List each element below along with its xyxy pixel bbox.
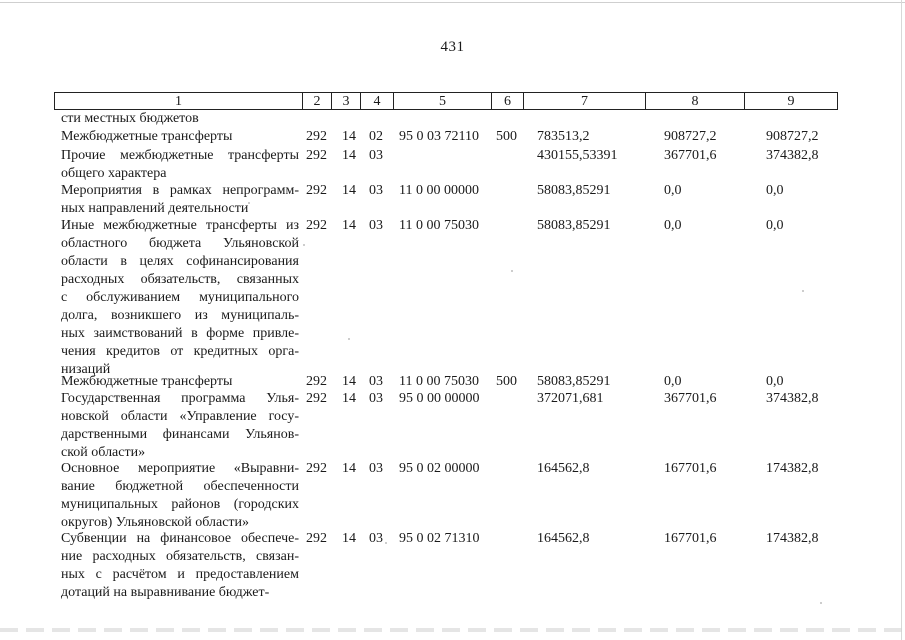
- amount-col7: 164562,8: [537, 531, 590, 546]
- amount-col9: 0,0: [766, 183, 784, 198]
- scan-speck: [303, 244, 305, 246]
- description-line: Межбюджетные трансферты: [61, 129, 233, 144]
- header-cell-5: 5: [393, 93, 491, 109]
- row-description: [61, 182, 299, 218]
- target-item-code: 95 0 02 71310: [399, 531, 480, 546]
- scan-speck: [820, 602, 822, 604]
- section-code: 14: [342, 129, 356, 144]
- header-cell-2: 2: [302, 93, 331, 109]
- grbs-code: 292: [306, 129, 327, 144]
- row-description: [61, 147, 299, 183]
- description-line: Мероприятия в рамках непрограмм-: [61, 183, 299, 198]
- amount-col7: 58083,85291: [537, 374, 611, 389]
- amount-col7: 783513,2: [537, 129, 590, 144]
- row-description: [61, 373, 299, 391]
- description-line: ных с расчётом и предоставлением: [61, 567, 299, 582]
- grbs-code: 292: [306, 461, 327, 476]
- amount-col9: 174382,8: [766, 461, 819, 476]
- description-line: долга, возникшего из муниципаль-: [61, 308, 299, 323]
- amount-col7: 58083,85291: [537, 218, 611, 233]
- subsection-code: 03: [369, 531, 383, 546]
- amount-col9: 374382,8: [766, 391, 819, 406]
- description-line: вание бюджетной обеспеченности: [61, 479, 299, 494]
- description-line: чения кредитов от кредитных орга-: [61, 344, 299, 359]
- header-cell-8: 8: [645, 93, 744, 109]
- description-line: Основное мероприятие «Выравни-: [61, 461, 299, 476]
- description-line: муниципальных районов (городских: [61, 497, 299, 512]
- description-line: ных заимствований в форме привле-: [61, 326, 299, 341]
- amount-col7: 372071,681: [537, 391, 604, 406]
- grbs-code: 292: [306, 391, 327, 406]
- section-code: 14: [342, 148, 356, 163]
- row-description: [61, 530, 299, 602]
- amount-col8: 0,0: [664, 183, 682, 198]
- amount-col9: 174382,8: [766, 531, 819, 546]
- description-line: Межбюджетные трансферты: [61, 374, 233, 389]
- row-description: [61, 217, 299, 379]
- scan-edge-right: [901, 0, 902, 640]
- description-line: дарственными финансами Ульянов-: [61, 427, 299, 442]
- description-line: областного бюджета Ульяновской: [61, 236, 299, 251]
- section-code: 14: [342, 391, 356, 406]
- scan-edge-top: [0, 2, 905, 3]
- row-description: [61, 390, 299, 462]
- subsection-code: 03: [369, 374, 383, 389]
- target-item-code: 11 0 00 75030: [399, 374, 479, 389]
- scan-speck: [511, 270, 513, 272]
- amount-col7: 164562,8: [537, 461, 590, 476]
- amount-col8: 0,0: [664, 218, 682, 233]
- header-cell-4: 4: [360, 93, 393, 109]
- amount-col8: 167701,6: [664, 461, 717, 476]
- scan-edge-bottom: [0, 628, 905, 632]
- description-line: Государственная программа Улья-: [61, 391, 299, 406]
- expense-type-code: 500: [496, 129, 517, 144]
- target-item-code: 11 0 00 75030: [399, 218, 479, 233]
- section-code: 14: [342, 183, 356, 198]
- header-cell-3: 3: [331, 93, 360, 109]
- description-line: Субвенции на финансовое обеспече-: [61, 531, 299, 546]
- amount-col9: 0,0: [766, 218, 784, 233]
- section-code: 14: [342, 531, 356, 546]
- continuation-text: сти местных бюджетов: [61, 111, 199, 126]
- page-number: 431: [440, 39, 465, 55]
- amount-col9: 908727,2: [766, 129, 819, 144]
- amount-col7: 430155,53391: [537, 148, 618, 163]
- description-line: общего характера: [61, 166, 167, 181]
- description-line: ской области»: [61, 445, 146, 460]
- description-line: дотаций на выравнивание бюджет-: [61, 585, 270, 600]
- grbs-code: 292: [306, 183, 327, 198]
- amount-col8: 908727,2: [664, 129, 717, 144]
- row-description: [61, 128, 299, 146]
- expense-type-code: 500: [496, 374, 517, 389]
- subsection-code: 03: [369, 218, 383, 233]
- amount-col7: 58083,85291: [537, 183, 611, 198]
- grbs-code: 292: [306, 374, 327, 389]
- target-item-code: 95 0 02 00000: [399, 461, 480, 476]
- subsection-code: 03: [369, 148, 383, 163]
- amount-col8: 367701,6: [664, 391, 717, 406]
- scan-speck: [385, 542, 387, 544]
- subsection-code: 03: [369, 461, 383, 476]
- scan-speck: [248, 202, 250, 204]
- description-line: ние расходных обязательств, связан-: [61, 549, 299, 564]
- scan-speck: [802, 290, 804, 292]
- section-code: 14: [342, 374, 356, 389]
- target-item-code: 95 0 03 72110: [399, 129, 479, 144]
- table-header-row: [54, 92, 838, 110]
- section-code: 14: [342, 461, 356, 476]
- subsection-code: 03: [369, 391, 383, 406]
- target-item-code: 95 0 00 00000: [399, 391, 480, 406]
- description-line: Иные межбюджетные трансферты из: [61, 218, 299, 233]
- header-cell-6: 6: [491, 93, 523, 109]
- description-line: новской области «Управление госу-: [61, 409, 299, 424]
- description-line: округов) Ульяновской области»: [61, 515, 250, 530]
- amount-col8: 167701,6: [664, 531, 717, 546]
- header-cell-9: 9: [744, 93, 837, 109]
- amount-col8: 367701,6: [664, 148, 717, 163]
- header-cell-7: 7: [523, 93, 645, 109]
- description-line: Прочие межбюджетные трансферты: [61, 148, 299, 163]
- scan-speck: [348, 338, 350, 340]
- grbs-code: 292: [306, 531, 327, 546]
- grbs-code: 292: [306, 148, 327, 163]
- subsection-code: 02: [369, 129, 383, 144]
- amount-col8: 0,0: [664, 374, 682, 389]
- amount-col9: 0,0: [766, 374, 784, 389]
- amount-col9: 374382,8: [766, 148, 819, 163]
- subsection-code: 03: [369, 183, 383, 198]
- section-code: 14: [342, 218, 356, 233]
- header-cell-1: 1: [175, 94, 182, 109]
- description-line: с обслуживанием муниципального: [61, 290, 299, 305]
- description-line: ных направлений деятельности: [61, 201, 249, 216]
- description-line: области в целях софинансирования: [61, 254, 299, 269]
- grbs-code: 292: [306, 218, 327, 233]
- description-line: низаций: [61, 362, 111, 377]
- target-item-code: 11 0 00 00000: [399, 183, 479, 198]
- row-description: [61, 460, 299, 532]
- description-line: расходных обязательств, связанных: [61, 272, 299, 287]
